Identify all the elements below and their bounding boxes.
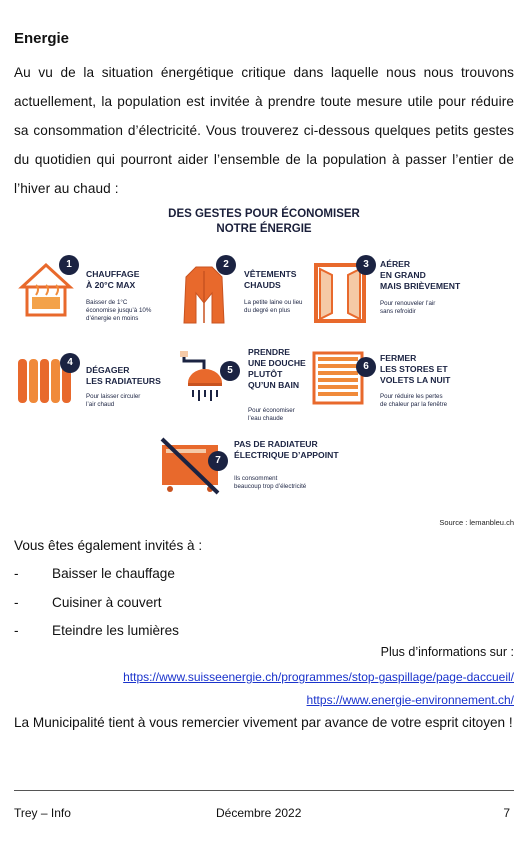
tip-number: 2 [216,255,236,275]
tip-title: DÉGAGER LES RADIATEURS [86,365,161,386]
energy-infographic [14,205,514,495]
tip-number: 6 [356,357,376,377]
tip-description: Ils consomment beaucoup trop d’électricité [234,475,307,490]
tip-item-ventilate [310,255,514,335]
tip-description: Pour réduire les pertes de chaleur par la fenêtre [380,393,448,408]
tip-number: 1 [59,255,79,275]
footer-left: Trey – Info [14,806,71,820]
also-invited-text: Vous êtes également invités à : [14,538,203,553]
tip-item-shower [176,345,326,435]
tip-title: CHAUFFAGE À 20°C MAX [86,269,140,290]
tip-description: La petite laine ou lieu du degré en plus [244,299,303,314]
tip-title: FERMER LES STORES ET VOLETS LA NUIT [380,353,451,385]
tip-title: PAS DE RADIATEUR ÉLECTRIQUE D’APPOINT [234,439,339,460]
footer-divider [14,790,514,791]
tip-title: VÊTEMENTS CHAUDS [244,269,297,290]
infographic-title: DES GESTES POUR ÉCONOMISER NOTRE ÉNERGIE [168,208,360,235]
tip-item-blinds [310,345,514,425]
tip-title: PRENDRE UNE DOUCHE PLUTÔT QU’UN BAIN [248,347,306,390]
tip-description: Pour économiser l’eau chaude [248,407,295,422]
tip-description: Pour laisser circuler l’air chaud [86,393,141,408]
tip-description: Baisser de 1°C économise jusqu’à 10% d’énergie en moins [86,299,152,322]
link-energie-environnement[interactable]: https://www.energie-environnement.ch/ [306,693,514,707]
link-suisseenergie[interactable]: https://www.suisseenergie.ch/programmes/stop-gaspillage/page-daccueil/ [123,670,514,684]
tip-number: 3 [356,255,376,275]
more-info-label: Plus d’informations sur : [380,645,514,659]
tip-description: Pour renouveler l’air sans refroidir [380,300,436,315]
tip-title: AÉRER EN GRAND MAIS BRIÈVEMENT [380,259,461,291]
tip-number: 7 [208,451,228,471]
tip-item-no-heater [158,435,378,499]
page-number: 7 [503,806,510,820]
tip-number: 4 [60,353,80,373]
window-blinds-icon [312,351,364,407]
section-heading: Energie [14,30,70,47]
tip-item-heating [14,255,184,335]
tip-number: 5 [220,361,240,381]
closing-paragraph: La Municipalité tient à vous remercier vivement par avance de votre esprit citoyen ! [14,715,513,730]
footer-date: Décembre 2022 [216,806,302,820]
intro-paragraph: Au vu de la situation énergétique critique dans laquelle nous nous trouvons actuellement, la population est invitée à prendre toute mesure utile pour réduire sa consommation d’électricité. Vous trouverez ci-dessous quelques petits gestes du quotidien qui pourront aider l’ensemble de la population à passer l’entier de l’hiver au chaud : [14,65,514,196]
image-source: Source : lemanbleu.ch [439,518,514,527]
tip-item-radiators [14,345,184,425]
